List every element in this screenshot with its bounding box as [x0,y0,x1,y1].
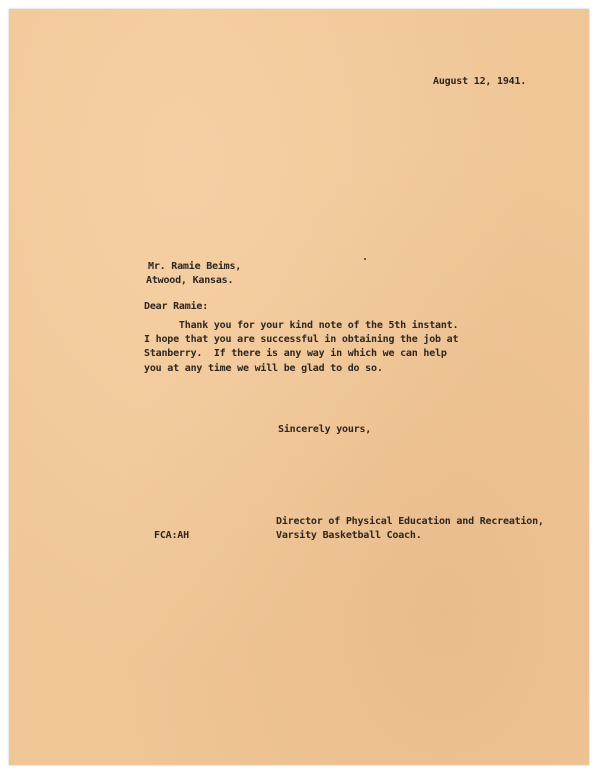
recipient-name: Mr. Ramie Beims, [148,261,242,272]
salutation: Dear Ramie: [144,301,209,312]
ink-speck [364,258,366,260]
letter-page [9,9,589,765]
letter-date: August 12, 1941. [433,76,527,87]
recipient-location: Atwood, Kansas. [146,275,234,286]
signature-title-line-2: Varsity Basketball Coach. [276,530,422,541]
reference-initials: FCA:AH [154,530,189,541]
closing: Sincerely yours, [278,424,372,435]
letter-body: Thank you for your kind note of the 5th instant. I hope that you are successful in obtaining the job at Stanberry. If there is any way in which we can help you at any time we will be glad to do so. [144,320,459,374]
signature-title-line-1: Director of Physical Education and Recreation, [276,516,544,527]
